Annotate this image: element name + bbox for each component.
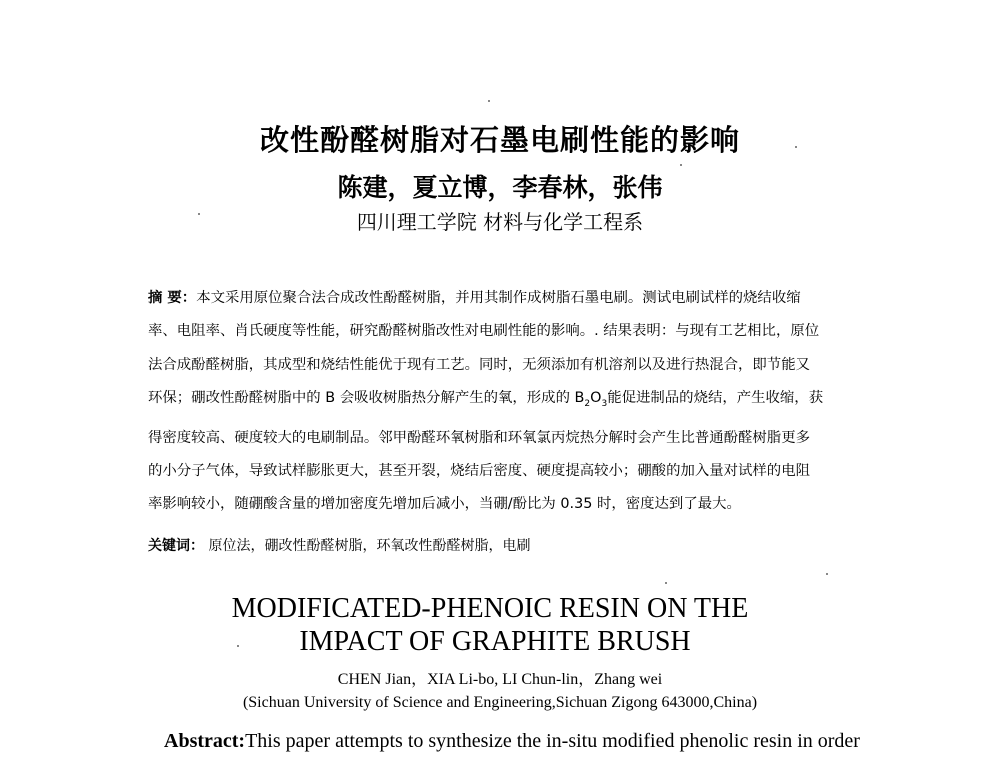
english-authors: CHEN Jian，XIA Li-bo, LI Chun-lin，Zhang wei [337, 671, 663, 688]
english-title-line-1: MODIFICATED-PHENOIC RESIN ON THE [231, 593, 749, 624]
english-abstract [164, 730, 860, 753]
abstract-text: 本文采用原位聚合法合成改性酚醛树脂，并用其制作成树脂石墨电刷。测试电刷试样的烧结收缩 [196, 290, 801, 306]
english-title [0, 592, 1000, 658]
keywords-label: 关键词： [148, 538, 204, 554]
abstract-line-5: 得密度较高、硬度较大的电刷制品。邻甲酚醛环氧树脂和环氧氯丙烷热分解时会产生比普通酚醛树脂更多 [148, 429, 810, 446]
abstract-line-7: 率影响较小，随硼酸含量的增加密度先增加后减小，当硼/酚比为 0.35 时，密度达到了最大。 [148, 496, 741, 513]
abstract-line-3: 法合成酚醛树脂，其成型和烧结性能优于现有工艺。同时，无须添加有机溶剂以及进行热混合，即节能又 [148, 356, 810, 373]
scan-speck [826, 573, 828, 575]
chinese-affiliation: 四川理工学院 材料与化学工程系 [356, 210, 644, 234]
subscript: 2 [584, 399, 591, 410]
abstract-line-1 [148, 282, 864, 315]
abstract-label: 摘 要： [148, 290, 197, 306]
english-abstract-label: Abstract: [164, 730, 246, 752]
chinese-title: 改性酚醛树脂对石墨电刷性能的影响 [259, 123, 740, 157]
abstract-text: 环保；硼改性酚醛树脂中的 B 会吸收树脂热分解产生的氧，形成的 B [148, 390, 585, 407]
abstract-line-2: 率、电阻率、肖氏硬度等性能，研究酚醛树脂改性对电刷性能的影响。. 结果表明：与现有工艺相比，原位 [148, 323, 820, 340]
english-affiliation: (Sichuan University of Science and Engineering,Sichuan Zigong 643000,China) [242, 694, 758, 711]
formula-part: O [590, 390, 602, 407]
subscript: 3 [601, 399, 608, 410]
keywords-text: 原位法，硼改性酚醛树脂，环氧改性酚醛树脂，电刷 [208, 538, 531, 554]
abstract-text: 能促进制品的烧结，产生收缩，获 [607, 390, 824, 407]
scan-speck [237, 645, 239, 647]
scan-speck [795, 146, 797, 148]
scan-speck [198, 213, 200, 215]
chinese-keywords [148, 536, 530, 556]
scan-speck [665, 582, 667, 584]
abstract-line-6: 的小分子气体，导致试样膨胀更大，甚至开裂，烧结后密度、硬度提高较小；硼酸的加入量对试样的电阻 [148, 462, 810, 479]
chinese-abstract [148, 282, 864, 522]
scan-speck [680, 164, 682, 166]
english-title-line-2: IMPACT OF GRAPHITE BRUSH [299, 626, 691, 657]
chinese-authors: 陈建，夏立博，李春林，张伟 [337, 173, 663, 202]
scan-speck [488, 100, 490, 102]
abstract-line-4 [148, 382, 864, 421]
english-abstract-text: This paper attempts to synthesize the in-situ modified phenolic resin in order [245, 730, 860, 752]
